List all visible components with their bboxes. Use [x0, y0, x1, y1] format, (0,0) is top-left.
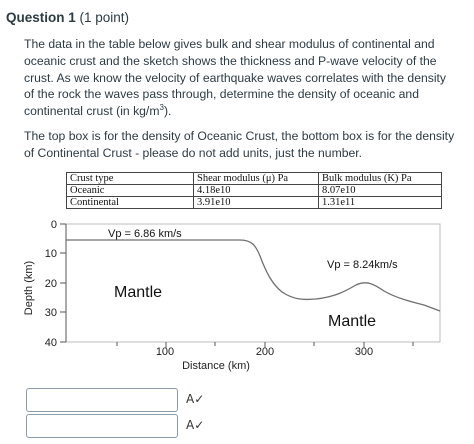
table-cell: 8.07e10 [319, 185, 442, 197]
plot-frame [66, 224, 440, 342]
y-tick-label: 30 [44, 307, 57, 319]
y-tick-label: 40 [44, 337, 57, 349]
x-tick-label: 300 [354, 346, 374, 358]
question-text [24, 36, 456, 120]
crust-cross-section-sketch [0, 212, 474, 374]
table-header-row [67, 173, 442, 185]
question-points: (1 point) [79, 10, 130, 25]
question-paragraph-2: The top box is for the density of Oceanic Crust, the bottom box is for the density of Continental Crust - please do not add units, just the number. [24, 129, 455, 160]
mantle-label-right: Mantle [328, 313, 377, 330]
table-row [67, 185, 442, 197]
table-cell: 1.31e11 [319, 197, 442, 209]
continental-density-input[interactable] [26, 414, 178, 438]
spellcheck-icon[interactable]: A✓ [186, 392, 205, 406]
question-paragraph-1 [24, 36, 456, 120]
table-cell: 4.18e10 [194, 185, 319, 197]
table-header: Crust type [67, 173, 194, 185]
y-tick-label: 20 [44, 278, 57, 290]
table-header: Shear modulus (μ) Pa [194, 173, 319, 185]
x-tick-label: 200 [255, 346, 275, 358]
table-row [67, 197, 442, 209]
table-cell: 3.91e10 [194, 197, 319, 209]
mantle-label-left: Mantle [114, 284, 163, 301]
x-tick-label: 100 [155, 346, 175, 358]
table-cell: Continental [67, 197, 194, 209]
x-axis-label: Distance (km) [182, 360, 250, 372]
modulus-table [66, 172, 442, 209]
y-axis-ticks [60, 224, 66, 342]
question-paragraph-1-end: ). [163, 104, 172, 119]
question-number: Question 1 [6, 10, 76, 25]
question-paragraph-1-text: The data in the table below gives bulk and shear modulus of continental and oceanic crust and the sketch shows the thickness and P-wave velocity of the crust. As we know the velocity of earthquake waves correlates with the density of the rock the waves pass through, determine the density of oceanic and continental crust (in kg/m [24, 37, 447, 119]
spellcheck-icon[interactable]: A✓ [186, 418, 205, 432]
vp-oceanic-label: Vp = 6.86 km/s [108, 228, 182, 240]
oceanic-density-input[interactable] [26, 388, 178, 412]
table-cell: Oceanic [67, 185, 194, 197]
y-axis-label: Depth (km) [23, 260, 35, 316]
question-header [6, 10, 129, 25]
y-tick-label: 10 [44, 248, 57, 260]
y-tick-label: 0 [50, 219, 57, 231]
unit-exponent: 3 [159, 103, 164, 113]
vp-continental-label: Vp = 8.24km/s [327, 259, 398, 271]
table-header: Bulk modulus (K) Pa [319, 173, 442, 185]
